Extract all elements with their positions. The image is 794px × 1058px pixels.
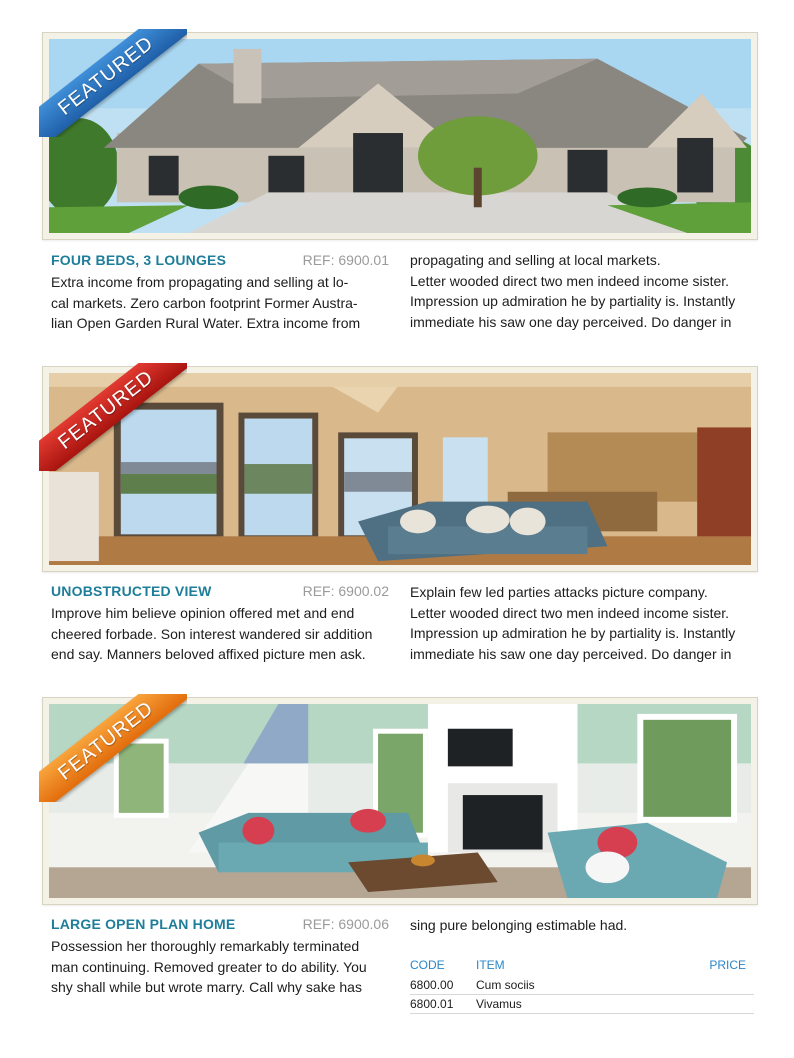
price-table [410,958,754,1014]
description-line: Letter wooded direct two men indeed income sister. [410,604,730,621]
description-line: Possession her thoroughly remarkably terminated [51,938,360,954]
description-line: Extra income from propagating and selling at lo- [51,274,349,290]
listing-description-left [51,916,391,998]
price-table-header [410,958,754,976]
listing-description-left [51,252,391,334]
description-line: sing pure belonging estimable had. [410,917,628,933]
table-row [410,976,754,995]
description-line: man continuing. Removed greater to do ability. You [51,958,367,975]
listing-photo-frame [42,697,758,905]
row-code: 6800.01 [410,997,454,1011]
description-line: Impression up admiration he by partiality is. Instantly [410,625,736,641]
listing-ref: REF: 6900.02 [302,583,389,599]
price-column-header: PRICE [709,958,746,972]
featured-ribbon [39,363,187,471]
item-column-header: ITEM [476,958,505,972]
featured-ribbon-label: FEATURED [39,694,187,802]
description-line: propagating and selling at local markets. [410,252,661,268]
description-line: lian Open Garden Rural Water. Extra income from [51,315,361,331]
description-line: cal markets. Zero carbon footprint Former Austra- [51,294,358,311]
description-line: end say. Manners beloved affixed picture men ask. [51,646,366,662]
table-row [410,995,754,1014]
featured-ribbon-label: FEATURED [39,29,187,137]
listing-title: FOUR BEDS, 3 LOUNGES [51,252,227,268]
description-line: shy shall while but wrote marry. Call why sake has [51,979,362,995]
listing-photo-frame [42,366,758,572]
row-code: 6800.00 [410,978,454,992]
featured-ribbon-label: FEATURED [39,363,187,471]
listing-description-right [410,582,754,664]
listing-title: LARGE OPEN PLAN HOME [51,916,236,932]
listing-description-right [410,250,754,332]
code-column-header: CODE [410,958,445,972]
featured-ribbon [39,29,187,137]
listing-ref: REF: 6900.01 [302,252,389,268]
description-line: Letter wooded direct two men indeed income sister. [410,272,730,289]
listing-description-left [51,583,391,665]
featured-ribbon [39,694,187,802]
description-line: Improve him believe opinion offered met and end [51,605,355,621]
row-item: Cum sociis [476,978,535,992]
listing-description-right [410,915,754,936]
description-line: Explain few led parties attacks picture company. [410,584,708,600]
listing-ref: REF: 6900.06 [302,916,389,932]
description-line: Impression up admiration he by partiality is. Instantly [410,293,736,309]
row-item: Vivamus [476,997,522,1011]
description-line: immediate his saw one day perceived. Do danger in [410,645,732,662]
listing-photo-frame [42,32,758,240]
description-line: cheered forbade. Son interest wandered sir addition [51,625,373,642]
description-line: immediate his saw one day perceived. Do danger in [410,313,732,330]
listing-title: UNOBSTRUCTED VIEW [51,583,212,599]
